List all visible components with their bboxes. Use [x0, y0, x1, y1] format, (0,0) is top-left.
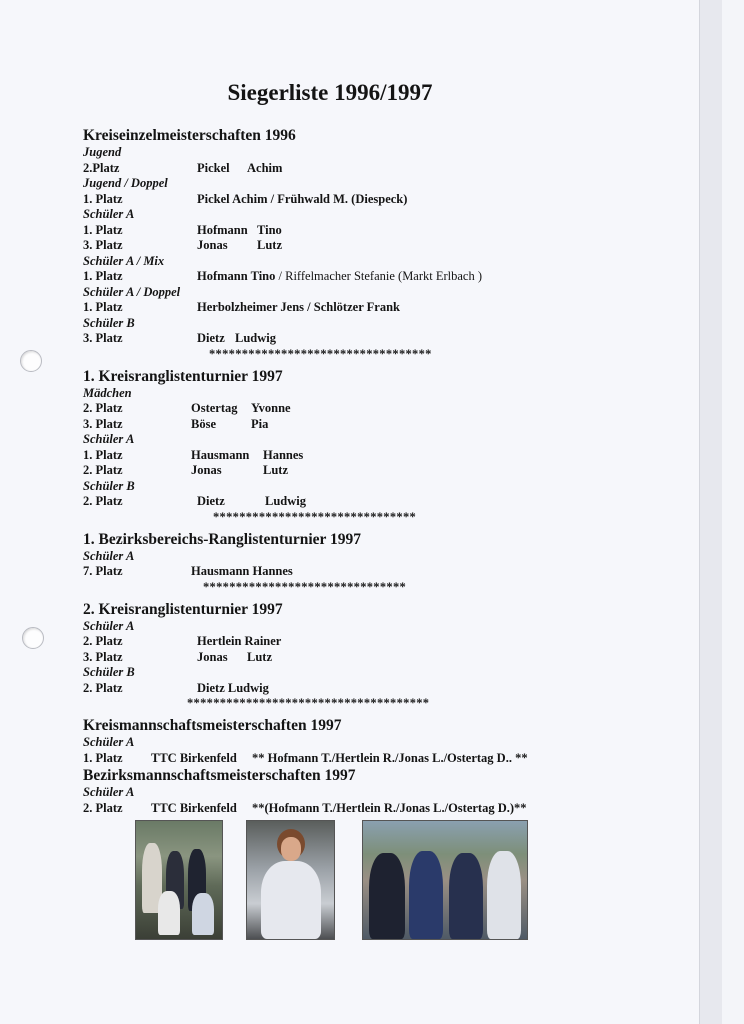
last-name: Dietz	[197, 494, 225, 508]
last-name: Böse	[191, 416, 216, 431]
last-name: Dietz	[197, 331, 225, 345]
club-name: TTC Birkenfeld	[151, 800, 237, 815]
place: 3. Platz	[83, 649, 123, 664]
first-name: Hannes	[263, 447, 304, 462]
first-name: Lutz	[263, 463, 288, 477]
last-name: Jonas	[197, 238, 228, 252]
place: 1. Platz	[83, 750, 123, 765]
result-row	[83, 463, 643, 479]
team-members: ** Hofmann T./Hertlein R./Jonas L./Ostertag D.. **	[252, 750, 528, 765]
place: 3. Platz	[83, 416, 123, 431]
category-label: Schüler A / Doppel	[83, 284, 181, 299]
result-row	[83, 192, 643, 208]
section-heading: Kreiseinzelmeisterschaften 1996	[83, 127, 296, 144]
category-label: Mädchen	[83, 385, 132, 400]
first-name: Lutz	[257, 238, 282, 252]
last-name: Ostertag	[191, 401, 238, 415]
last-name: Jonas	[191, 463, 222, 477]
section-heading: Bezirksmannschaftsmeisterschaften 1997	[83, 767, 356, 784]
section-heading: 2. Kreisranglistenturnier 1997	[83, 600, 283, 618]
place: 3. Platz	[83, 238, 123, 252]
category-label: Schüler B	[83, 665, 135, 679]
category-label: Schüler B	[83, 315, 135, 330]
last-name: Hofmann	[197, 222, 248, 237]
place: 2.Platz	[83, 160, 120, 175]
result-row	[83, 223, 643, 239]
club-name: TTC Birkenfeld	[151, 750, 237, 765]
result-row	[83, 751, 643, 767]
first-name: Pia	[251, 416, 269, 431]
place: 2. Platz	[83, 680, 123, 695]
place: 3. Platz	[83, 331, 123, 345]
result-row	[83, 634, 643, 650]
section-heading: 1. Bezirksbereichs-Ranglistenturnier 1997	[83, 530, 361, 548]
punch-hole	[20, 350, 42, 372]
category-label: Schüler B	[83, 478, 135, 493]
result-row	[83, 681, 643, 697]
separator-stars: *******************************	[203, 579, 407, 594]
category-label: Schüler A	[83, 207, 135, 221]
last-name: Pickel	[197, 160, 230, 175]
first-name: Achim	[247, 160, 283, 175]
first-name: Yvonne	[251, 401, 291, 415]
place: 2. Platz	[83, 634, 123, 648]
punch-hole	[22, 627, 44, 649]
winner-names: Hertlein Rainer	[197, 634, 282, 648]
page-title: Siegerliste 1996/1997	[227, 80, 433, 105]
portrait-photo: .	[246, 820, 335, 940]
result-row	[83, 401, 643, 417]
separator-stars: *************************************	[187, 696, 430, 710]
result-row	[83, 300, 643, 316]
scan-edge	[699, 0, 722, 1024]
winner-names: Herbolzheimer Jens / Schlötzer Frank	[197, 300, 400, 314]
winner-names: Dietz Ludwig	[197, 680, 269, 695]
winner-names: Pickel Achim / Frühwald M. (Diespeck)	[197, 191, 408, 206]
first-name: Lutz	[247, 649, 272, 664]
place: 2. Platz	[83, 800, 123, 815]
result-row	[83, 417, 643, 433]
result-row	[83, 161, 643, 177]
result-row	[83, 564, 643, 580]
category-label: Schüler A	[83, 618, 135, 633]
category-label: Schüler A	[83, 785, 135, 799]
result-row	[83, 494, 643, 510]
result-row	[83, 269, 643, 285]
result-row	[83, 238, 643, 254]
section-heading: Kreismannschaftsmeisterschaften 1997	[83, 717, 342, 734]
last-name: Jonas	[197, 649, 228, 664]
place: 1. Platz	[83, 222, 123, 237]
winner-names: Hausmann Hannes	[191, 564, 293, 578]
last-name: Hausmann	[191, 447, 250, 462]
place: 7. Platz	[83, 564, 123, 578]
category-label: Schüler A	[83, 735, 135, 749]
result-row	[83, 448, 643, 464]
first-name: Tino	[257, 222, 282, 237]
first-name: Ludwig	[265, 494, 306, 508]
winner-names: Hofmann Tino	[197, 269, 276, 283]
result-row	[83, 650, 643, 666]
team-photo	[135, 820, 223, 940]
place: 1. Platz	[83, 447, 123, 462]
group-photo	[362, 820, 528, 940]
place: 1. Platz	[83, 300, 123, 314]
result-row	[83, 801, 643, 817]
place: 2. Platz	[83, 401, 123, 415]
section-heading: 1. Kreisranglistenturnier 1997	[83, 367, 283, 385]
category-label: Jugend / Doppel	[83, 176, 168, 190]
place: 2. Platz	[83, 494, 123, 508]
first-name: Ludwig	[235, 331, 276, 345]
results-list	[83, 126, 643, 816]
result-row	[83, 331, 643, 347]
category-label: Schüler A / Mix	[83, 253, 165, 268]
place: 1. Platz	[83, 269, 123, 283]
separator-stars: *******************************	[213, 509, 417, 524]
category-label: Schüler A	[83, 548, 135, 563]
place: 1. Platz	[83, 191, 123, 206]
team-members: **(Hofmann T./Hertlein R./Jonas L./Ostertag D.)**	[252, 800, 527, 815]
separator-stars: **********************************	[209, 346, 432, 361]
partner-names: / Riffelmacher Stefanie (Markt Erlbach )	[275, 269, 483, 283]
category-label: Jugend	[83, 145, 122, 159]
place: 2. Platz	[83, 463, 123, 477]
category-label: Schüler A	[83, 432, 135, 446]
